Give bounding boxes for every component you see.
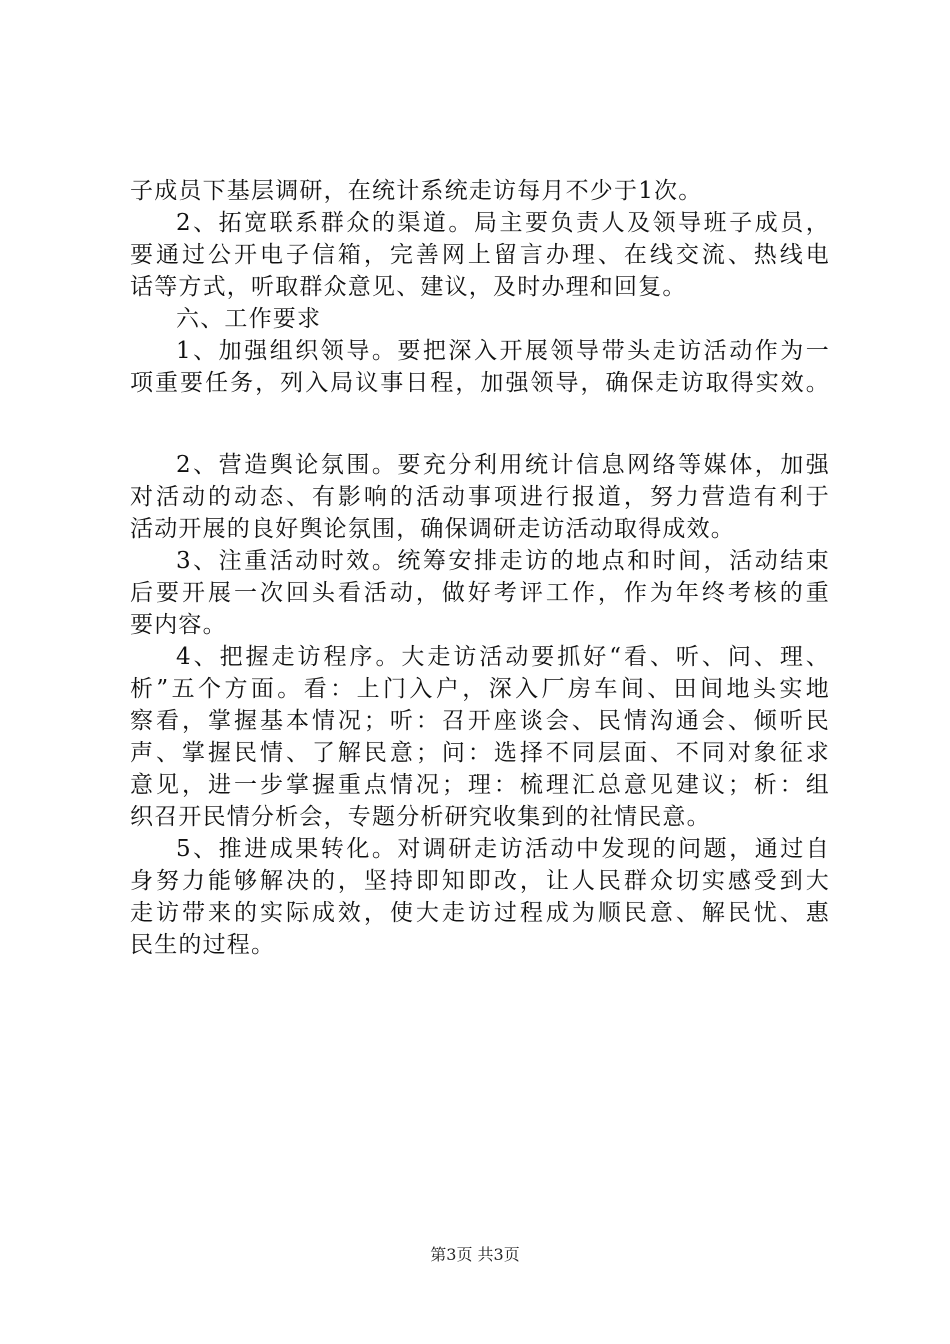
text-line: 2、拓宽联系群众的渠道。局主要负责人及领导班子成员， <box>176 210 830 236</box>
text-line: 析”五个方面。看：上门入户，深入厂房车间、田间地头实地 <box>130 676 830 702</box>
text-line: 后要开展一次回头看活动，做好考评工作，作为年终考核的重 <box>130 580 830 606</box>
document-body <box>130 175 830 961</box>
page-number-footer: 第3页 共3页 <box>430 1245 520 1264</box>
text-line: 对活动的动态、有影响的活动事项进行报道，努力营造有利于 <box>130 484 830 510</box>
text-line: 项重要任务，列入局议事日程，加强领导，确保走访取得实效。 <box>130 370 830 396</box>
text-line: 1、加强组织领导。要把深入开展领导带头走访活动作为一 <box>176 338 830 364</box>
section-heading: 六、工作要求 <box>176 306 322 332</box>
text-line: 走访带来的实际成效，使大走访过程成为顺民意、解民忧、惠 <box>130 900 830 926</box>
paragraph-gap <box>130 399 830 449</box>
text-line: 身努力能够解决的，坚持即知即改，让人民群众切实感受到大 <box>130 868 830 894</box>
text-line: 5、推进成果转化。对调研走访活动中发现的问题，通过自 <box>176 836 830 862</box>
text-line: 察看，掌握基本情况；听：召开座谈会、民情沟通会、倾听民 <box>130 708 830 734</box>
text-line: 民生的过程。 <box>130 932 276 958</box>
text-line: 子成员下基层调研，在统计系统走访每月不少于1次。 <box>130 178 703 204</box>
text-line: 声、掌握民情、了解民意；问：选择不同层面、不同对象征求 <box>130 740 830 766</box>
text-line: 意见，进一步掌握重点情况；理：梳理汇总意见建议；析：组 <box>130 772 830 798</box>
text-line: 3、注重活动时效。统筹安排走访的地点和时间，活动结束 <box>176 548 830 574</box>
text-line: 活动开展的良好舆论氛围，确保调研走访活动取得成效。 <box>130 516 735 542</box>
text-line: 织召开民情分析会，专题分析研究收集到的社情民意。 <box>130 804 711 830</box>
text-line: 话等方式，听取群众意见、建议，及时办理和回复。 <box>130 274 687 300</box>
text-line: 4、把握走访程序。大走访活动要抓好“看、听、问、理、 <box>176 644 830 670</box>
text-line: 要通过公开电子信箱，完善网上留言办理、在线交流、热线电 <box>130 242 830 268</box>
text-line: 2、营造舆论氛围。要充分利用统计信息网络等媒体，加强 <box>176 452 830 478</box>
text-line: 要内容。 <box>130 612 227 638</box>
